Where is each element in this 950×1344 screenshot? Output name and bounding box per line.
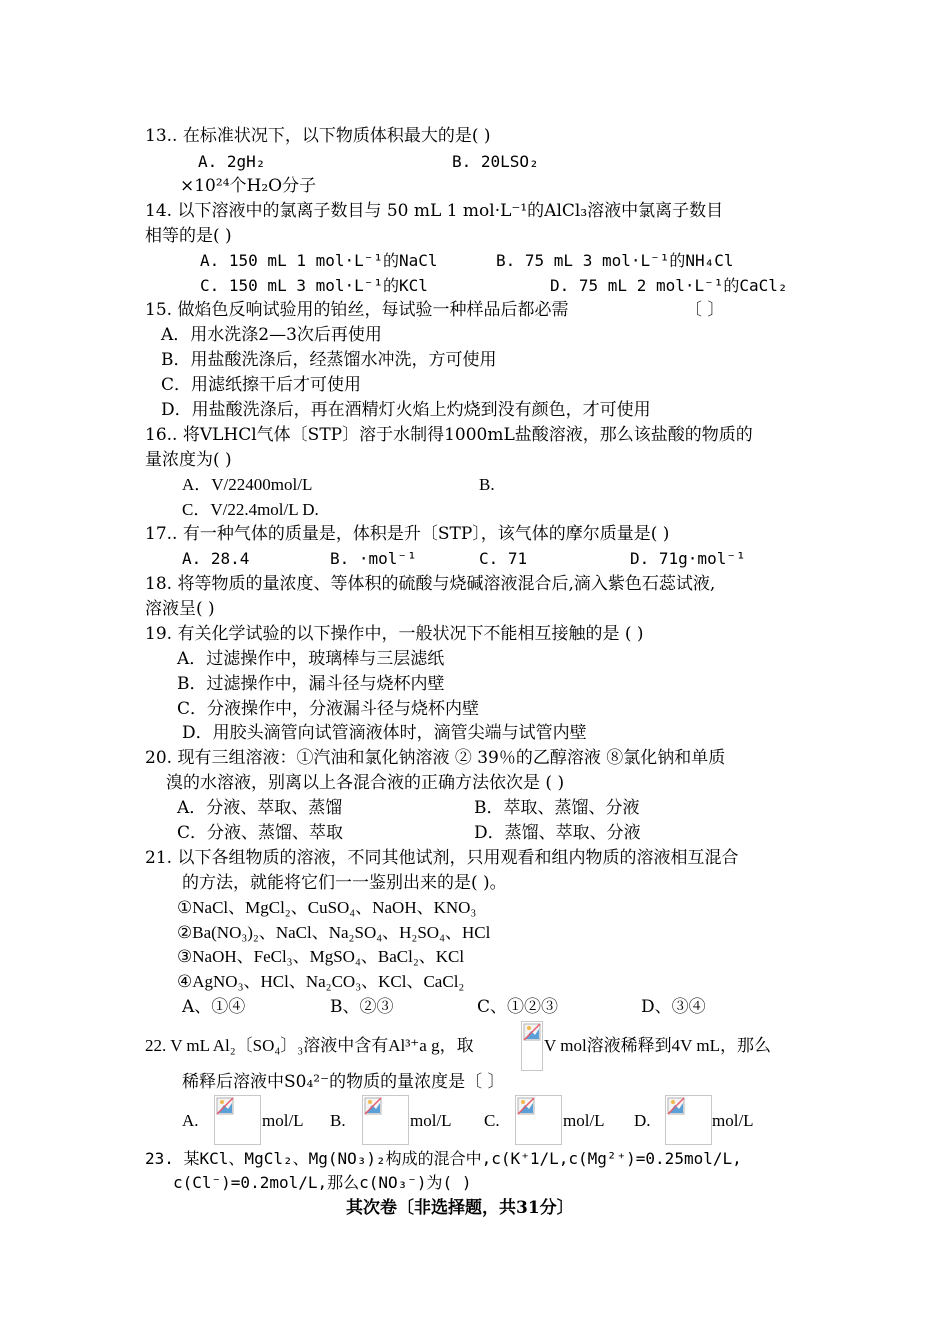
q20-option-a: A．分液、萃取、蒸馏: [177, 798, 343, 818]
q16-option-b: B.: [479, 475, 495, 494]
q19-option-a: A．过滤操作中，玻璃棒与三层滤纸: [177, 649, 445, 669]
q19-option-c: C．分液操作中，分液漏斗径与烧杯内壁: [177, 699, 480, 719]
q13-option-a: A. 2gH₂: [198, 152, 266, 171]
q22-option-b-image: [362, 1095, 409, 1145]
q22-line-2: 稀释后溶液中S0₄²⁻的物质的量浓度是〔 〕: [182, 1072, 505, 1092]
q22-option-c-label: C.: [484, 1111, 500, 1130]
q21-line-1: 21. 以下各组物质的溶液，不同其他试剂，只用观看和组内物质的溶液相互混合: [145, 848, 739, 868]
broken-image-icon: [667, 1097, 685, 1115]
broken-image-icon: [216, 1097, 234, 1115]
q21-item-3: ③NaOH、FeCl₃、MgSO₄、BaCl₂、KCl: [177, 947, 465, 966]
q13-tail: ×10²⁴个H₂O分子: [180, 176, 317, 196]
q17-option-a: A. 28.4: [182, 549, 250, 568]
q20-option-d: D．蒸馏、萃取、分液: [474, 823, 641, 843]
broken-image-icon: [517, 1097, 535, 1115]
q21-option-a: A、①④: [182, 997, 246, 1017]
q17-option-b: B. ·mol⁻¹: [330, 549, 417, 568]
q21-option-c: C、①②③: [477, 997, 559, 1017]
q23-line-1: 23. 某KCl、MgCl₂、Mg(NO₃)₂构成的混合中,c(K⁺1/L,c(Mg²⁺)=0.25mol/L,: [145, 1149, 742, 1168]
q14-option-a: A. 150 mL 1 mol·L⁻¹的NaCl: [200, 251, 438, 270]
q22-part-1: 22. V mL Al₂〔SO₄〕₃溶液中含有Al³⁺a g，取: [145, 1036, 474, 1055]
q14-option-b: B. 75 mL 3 mol·L⁻¹的NH₄Cl: [496, 251, 734, 270]
q22-fraction-image: [521, 1021, 543, 1071]
q15-option-d: D．用盐酸洗涤后，再在酒精灯火焰上灼烧到没有颜色，才可使用: [161, 400, 651, 420]
q16-option-c-d: C．V/22.4mol/L D.: [182, 500, 319, 519]
q14-line-2: 相等的是( ): [145, 226, 232, 246]
q20-line-1: 20. 现有三组溶液：①汽油和氯化钠溶液 ② 39％的乙醇溶液 ⑧氯化钠和单质: [145, 748, 726, 768]
q14-option-d: D. 75 mL 2 mol·L⁻¹的CaCl₂: [550, 276, 788, 295]
q22-option-a-image: [214, 1095, 261, 1145]
q17-stem: 17.. 有一种气体的质量是，体积是升〔STP〕，该气体的摩尔质量是( ): [145, 524, 670, 544]
q22-option-d-unit: mol/L: [712, 1111, 754, 1130]
q17-option-c: C. 71: [479, 549, 528, 568]
q22-option-d-image: [665, 1095, 712, 1145]
q21-option-b: B、②③: [330, 997, 394, 1017]
q15-option-c: C．用滤纸擦干后才可使用: [161, 375, 362, 395]
broken-image-icon: [523, 1023, 541, 1041]
broken-image-icon: [364, 1097, 382, 1115]
q22-option-c-image: [515, 1095, 562, 1145]
q22-option-c-unit: mol/L: [563, 1111, 605, 1130]
q13-stem: 13.. 在标准状况下，以下物质体积最大的是( ): [145, 126, 491, 146]
q21-option-d: D、③④: [641, 997, 706, 1017]
q15-bracket: 〔 〕: [685, 300, 725, 320]
q16-option-a: A．V/22400mol/L: [182, 475, 313, 494]
q16-line-1: 16.. 将VLHCl气体〔STP〕溶于水制得1000mL盐酸溶液，那么该盐酸的物质的: [145, 425, 753, 445]
q16-line-2: 量浓度为( ): [145, 450, 232, 470]
q22-option-a-unit: mol/L: [262, 1111, 304, 1130]
q21-item-2: ②Ba(NO₃)₂、NaCl、Na₂SO₄、H₂SO₄、HCl: [177, 923, 491, 942]
q21-item-1: ①NaCl、MgCl₂、CuSO₄、NaOH、KNO₃: [177, 898, 477, 917]
q15-option-a: A．用水洗涤2—3次后再使用: [161, 325, 382, 345]
q18-line-1: 18. 将等物质的量浓度、等体积的硫酸与烧碱溶液混合后,滴入紫色石蕊试液,: [145, 574, 716, 594]
q14-line-1: 14. 以下溶液中的氯离子数目与 50 mL 1 mol·L⁻¹的AlCl₃溶液中氯离子数目: [145, 201, 724, 221]
q23-line-2: c(Cl⁻)=0.2mol/L,那么c(NO₃⁻)为( ): [173, 1173, 472, 1192]
q22-part-2: V mol溶液稀释到4V mL，那么: [544, 1036, 771, 1055]
q18-line-2: 溶液呈( ): [145, 599, 215, 619]
q20-option-c: C．分液、蒸馏、萃取: [177, 823, 344, 843]
section-heading: 其次卷〔非选择题，共31分〕: [346, 1198, 574, 1218]
q19-option-d: D．用胶头滴管向试管滴液体时，滴管尖端与试管内壁: [182, 723, 587, 743]
q22-option-b-unit: mol/L: [410, 1111, 452, 1130]
q20-option-b: B．萃取、蒸馏、分液: [474, 798, 640, 818]
q19-stem: 19. 有关化学试验的以下操作中，一般状况下不能相互接触的是 ( ): [145, 624, 644, 644]
q21-item-4: ④AgNO₃、HCl、Na₂CO₃、KCl、CaCl₂: [177, 972, 465, 991]
q19-option-b: B．过滤操作中，漏斗径与烧杯内壁: [177, 674, 445, 694]
q20-line-2: 溴的水溶液，别离以上各混合液的正确方法依次是 ( ): [166, 773, 565, 793]
q22-option-d-label: D.: [634, 1111, 651, 1130]
q17-option-d: D. 71g·mol⁻¹: [630, 549, 746, 568]
q21-line-2: 的方法，就能将它们一一鉴别出来的是( )。: [182, 873, 507, 893]
q13-option-b: B. 20LSO₂: [452, 152, 539, 171]
q14-option-c: C. 150 mL 3 mol·L⁻¹的KCl: [200, 276, 428, 295]
q22-option-a-label: A.: [182, 1111, 199, 1130]
q22-option-b-label: B.: [330, 1111, 346, 1130]
q15-stem: 15. 做焰色反响试验用的铂丝，每试验一种样品后都必需: [145, 300, 569, 320]
q15-option-b: B．用盐酸洗涤后，经蒸馏水冲洗，方可使用: [161, 350, 497, 370]
